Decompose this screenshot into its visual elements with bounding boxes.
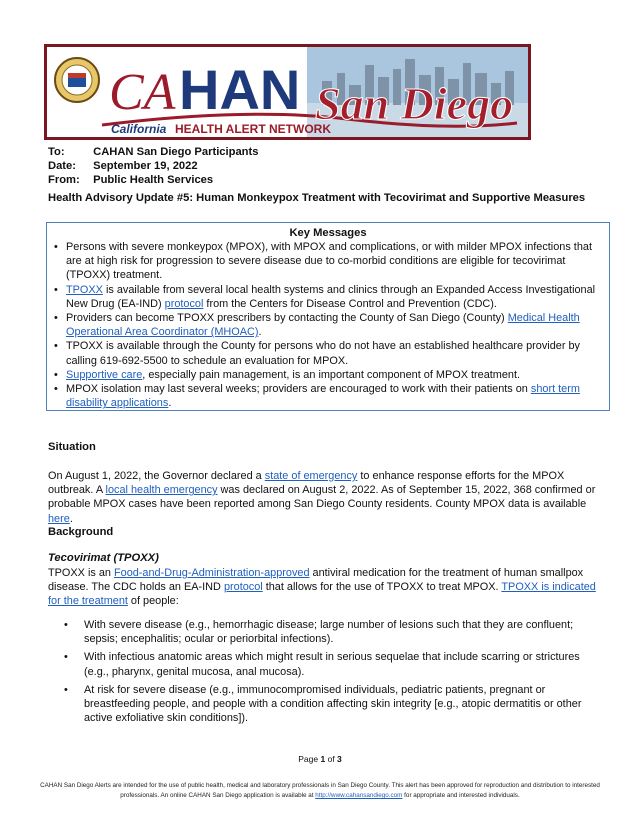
memo-to-label: To: bbox=[48, 146, 65, 158]
page-prefix: Page bbox=[298, 754, 321, 764]
key-message-text: MPOX isolation may last several weeks; providers are encouraged to work with their patients on bbox=[66, 383, 531, 396]
key-message-text: TPOXX is available through the County for persons who do not have an established healthcare provider by calling 619-692-5500 to schedule an evaluation for MPOX. bbox=[66, 340, 580, 367]
page-number bbox=[0, 754, 640, 764]
memo-from-label: From: bbox=[48, 174, 80, 186]
brand-ca: CA bbox=[109, 64, 176, 121]
footer-text: for appropriate and interested individuals. bbox=[402, 792, 520, 799]
key-messages-title: Key Messages bbox=[289, 227, 367, 239]
memo-to-value: CAHAN San Diego Participants bbox=[93, 146, 259, 158]
local-health-emergency-link[interactable]: local health emergency bbox=[105, 484, 218, 497]
ea-ind-protocol-link[interactable]: protocol bbox=[223, 581, 263, 594]
county-seal-icon bbox=[55, 58, 99, 102]
tpoxx-indicated-link[interactable]: TPOXX is indicated for the treatment bbox=[48, 581, 596, 608]
page-total: 3 bbox=[337, 754, 342, 764]
background-text: that allows for the use of TPOXX to treat MPOX. bbox=[262, 581, 502, 594]
advisory-title: Health Advisory Update #5: Human Monkeypox Treatment with Tecovirimat and Supportive Measures bbox=[48, 192, 586, 204]
situation-text: was declared on August 2, 2022. As of September 15, 2022, 368 confirmed or probable MPOX cases have been reported among San Diego County residents. County MPOX data is available bbox=[48, 484, 596, 511]
fda-approved-link[interactable]: Food-and-Drug-Administration-approved bbox=[113, 567, 310, 579]
cahan-website-link[interactable]: http://www.cahansandiego.com bbox=[315, 792, 403, 799]
key-messages-box bbox=[46, 222, 610, 411]
situation-text: On August 1, 2022, the Governor declared a bbox=[48, 470, 265, 482]
key-message-text: . bbox=[168, 397, 172, 410]
mhoac-link[interactable]: Medical Health Operational Area Coordinator (MHOAC) bbox=[66, 312, 580, 339]
memo-date-label: Date: bbox=[48, 160, 76, 172]
state-of-emergency-link[interactable]: state of emergency bbox=[264, 470, 358, 482]
situation-text: to enhance response efforts for the MPOX outbreak. A bbox=[48, 470, 565, 497]
brand-city: San Diego bbox=[315, 78, 514, 129]
memo-to-row bbox=[48, 145, 258, 159]
key-messages-list bbox=[53, 240, 603, 410]
background-text: antiviral medication for the treatment of human smallpox disease. The CDC holds an EA-IND bbox=[48, 567, 584, 594]
background-paragraph bbox=[48, 566, 596, 609]
memo-from-value: Public Health Services bbox=[93, 174, 214, 186]
indication-item: • At risk for severe disease (e.g., immunocompromised individuals, pediatric patients, pregnant or breastfeeding people, and people with a condition affecting skin integrity [e.g., atopic dermatitis or other active exfoliative skin conditions]). bbox=[64, 683, 598, 726]
cahan-banner bbox=[44, 44, 531, 140]
situation-text: . bbox=[69, 512, 73, 525]
page-current: 1 bbox=[320, 754, 326, 764]
key-message-text: from the Centers for Disease Control and Prevention (CDC). bbox=[203, 297, 497, 310]
key-message-item bbox=[53, 382, 603, 410]
key-message-item bbox=[53, 283, 603, 311]
key-message-item bbox=[53, 240, 603, 283]
key-message-item bbox=[53, 311, 603, 339]
cahan-logo bbox=[47, 47, 528, 137]
background-text: TPOXX is an bbox=[48, 567, 114, 579]
supportive-care-link[interactable]: Supportive care bbox=[66, 368, 143, 381]
key-message-text: Providers can become TPOXX prescribers by contacting the County of San Diego (County) bbox=[66, 312, 508, 325]
brand-han: HAN bbox=[179, 58, 301, 121]
indication-item: • With severe disease (e.g., hemorrhagic disease; large number of lesions such that they are confluent; sepsis; encephalitis; ocular or periorbital infections). bbox=[64, 618, 598, 646]
memo-date-value: September 19, 2022 bbox=[93, 160, 198, 172]
situation-heading: Situation bbox=[48, 441, 96, 453]
key-message-item bbox=[53, 339, 603, 367]
memo-date-row bbox=[48, 159, 198, 173]
tagline-california: California bbox=[111, 122, 167, 136]
key-message-text: Persons with severe monkeypox (MPOX), with MPOX and complications, or with milder MPOX infections that are at high risk for progression to severe disease due to co-morbid conditions are eligible for tecovirimat (TPOXX) treatment. bbox=[66, 241, 592, 282]
disability-applications-link[interactable]: short term disability applications bbox=[66, 383, 580, 410]
key-message-item bbox=[53, 368, 603, 382]
background-heading: Background bbox=[48, 526, 114, 538]
protocol-link[interactable]: protocol bbox=[164, 297, 204, 310]
memo-from-row bbox=[48, 173, 213, 187]
mpox-data-link[interactable]: here bbox=[48, 512, 70, 525]
tagline-network: HEALTH ALERT NETWORK bbox=[175, 122, 331, 136]
indication-item: • With infectious anatomic areas which might result in serious sequelae that include scarring or strictures (e.g., pharynx, genital mucosa, anal mucosa). bbox=[64, 650, 598, 678]
page-of: of bbox=[325, 754, 338, 764]
key-message-text: . bbox=[258, 326, 262, 339]
footer-disclaimer bbox=[40, 781, 600, 801]
key-message-text: , especially pain management, is an important component of MPOX treatment. bbox=[142, 368, 521, 381]
footer-text: CAHAN San Diego Alerts are intended for the use of public health, medical and laboratory professionals in San Diego County. This alert has been approved for reproduction and distribution to interested professionals. An online CAHAN San Diego application is available at bbox=[40, 782, 600, 799]
situation-paragraph bbox=[48, 469, 596, 526]
tecovirimat-subheading: Tecovirimat (TPOXX) bbox=[48, 552, 159, 564]
tpoxx-link[interactable]: TPOXX bbox=[66, 283, 103, 296]
background-text: of people: bbox=[127, 595, 179, 608]
key-message-text: is available from several local health systems and clinics through an Expanded Access Investigational New Drug (EA-IND) bbox=[66, 283, 596, 310]
indication-list bbox=[64, 618, 598, 729]
